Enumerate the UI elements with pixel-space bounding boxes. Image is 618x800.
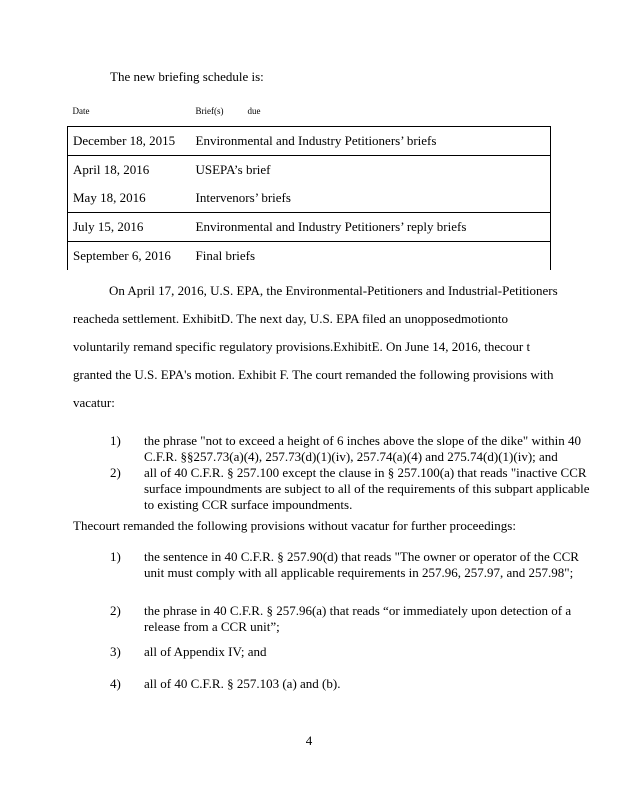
- header-due-label: due: [247, 106, 261, 116]
- row-brief: Final briefs: [191, 242, 551, 271]
- paragraph-line: vacatur:: [73, 395, 115, 410]
- schedule-intro: The new briefing schedule is:: [110, 69, 264, 84]
- list-item-number: 2): [110, 465, 121, 480]
- list-item-number: 3): [110, 644, 121, 659]
- row-brief: USEPA’s brief: [191, 156, 551, 185]
- header-briefs: [191, 96, 551, 127]
- paragraph-line: granted the U.S. EPA's motion. Exhibit F. The court remanded the following provisions with: [73, 367, 554, 382]
- paragraph-line: [73, 277, 593, 305]
- list-item-text: all of Appendix IV; and: [144, 644, 267, 659]
- paragraph-line: voluntarily remand specific regulatory provisions.ExhibitE. On June 14, 2016, thecour t: [73, 339, 531, 354]
- table-row: [68, 242, 551, 271]
- list-item-number: 4): [110, 676, 121, 691]
- table-row: [68, 213, 551, 242]
- header-date: Date: [68, 96, 191, 127]
- header-briefs-label: Brief(s): [195, 106, 224, 116]
- page-number: 4: [305, 733, 313, 748]
- row-brief: Environmental and Industry Petitioners’ briefs: [191, 127, 551, 156]
- list-item-text: the sentence in 40 C.F.R. § 257.90(d) that reads "The owner or operator of the CCR unit must comply with all applicable requirements in 257.96, 257.97, and 257.98";: [144, 549, 579, 580]
- list-item-text: the phrase in 40 C.F.R. § 257.96(a) that reads “or immediately upon detection of a release from a CCR unit”;: [144, 603, 572, 634]
- briefing-schedule-table: [67, 96, 551, 270]
- table-row: [68, 184, 551, 213]
- list-item-number: 1): [110, 433, 121, 448]
- list-item-number: 2): [110, 603, 121, 618]
- settlement-paragraph: [73, 277, 593, 417]
- table-row: [68, 127, 551, 156]
- row-date: December 18, 2015: [68, 127, 191, 156]
- list-item-number: 1): [110, 549, 121, 564]
- paragraph-line-text: On April 17, 2016, U.S. EPA, the Environmental-Petitioners and Industrial-Petitioners: [109, 283, 558, 298]
- table-row: [68, 156, 551, 185]
- row-brief: Intervenors’ briefs: [191, 184, 551, 213]
- list-item-text: all of 40 C.F.R. § 257.103 (a) and (b).: [144, 676, 341, 691]
- row-date: May 18, 2016: [68, 184, 191, 213]
- row-date: September 6, 2016: [68, 242, 191, 271]
- row-brief: Environmental and Industry Petitioners’ reply briefs: [191, 213, 551, 242]
- paragraph-line: reacheda settlement. ExhibitD. The next day, U.S. EPA filed an unopposedmotionto: [73, 311, 508, 326]
- row-date: July 15, 2016: [68, 213, 191, 242]
- table-header-row: [68, 96, 551, 127]
- row-date: April 18, 2016: [68, 156, 191, 185]
- list-item-text: all of 40 C.F.R. § 257.100 except the clause in § 257.100(a) that reads "inactive CCR surface impoundments are subject to all of the requirements of this subpart applicable to existing CCR surface impoundments.: [144, 465, 590, 512]
- list-item-text: the phrase "not to exceed a height of 6 inches above the slope of the dike" within 40 C.F.R. §§257.73(a)(4), 257.73(d)(1)(iv), 257.74(a)(4) and 275.74(d)(1)(iv); and: [144, 433, 581, 464]
- remand-paragraph: Thecourt remanded the following provisions without vacatur for further proceedings:: [73, 518, 516, 533]
